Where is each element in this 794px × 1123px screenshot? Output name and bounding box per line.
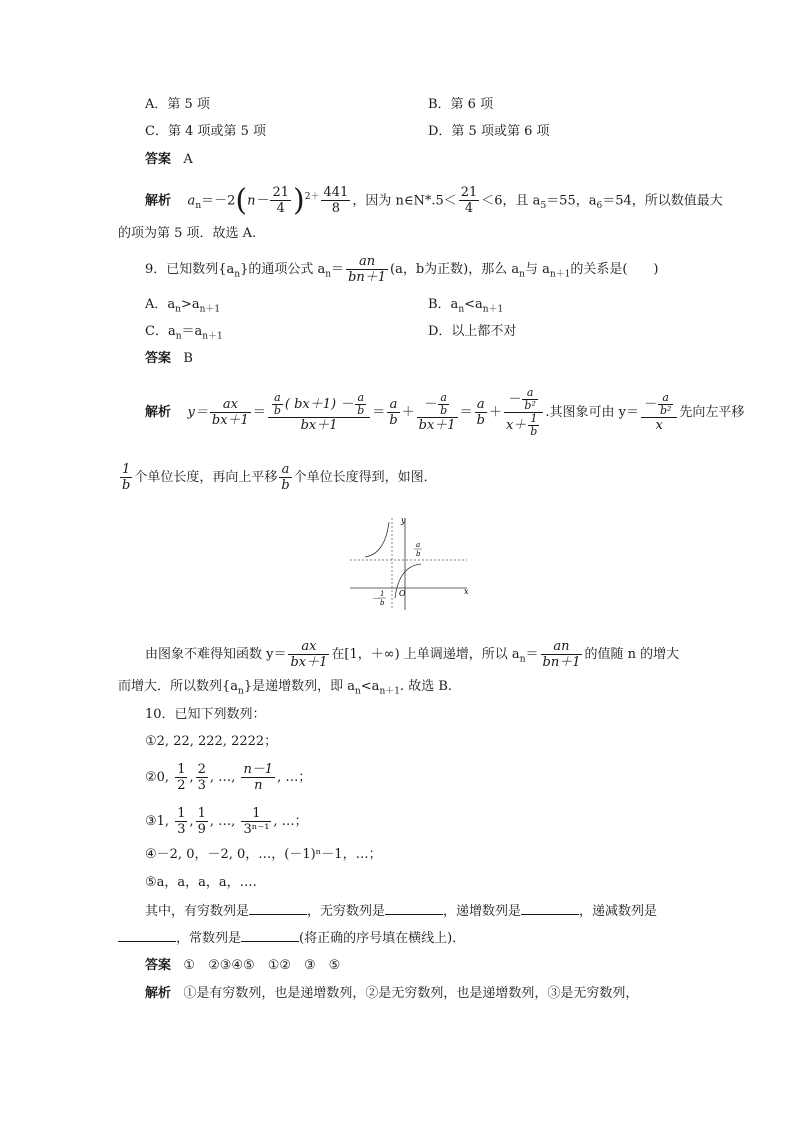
fraction: $\frac{1}{b}$	[122, 462, 131, 493]
answer-label: 答案	[145, 152, 172, 167]
q10-answer	[145, 957, 340, 975]
q10-fill-line1: 其中，有穷数列是 ，无穷数列是 ，递增数列是 ，递减数列是	[145, 904, 658, 919]
q8-analysis: 解析 $a_n=-2(n-$ $\frac{21}{4}$ )$^{2+}$ $\frac{441}{8}$ ，因为 n∈N*.5＜ $\frac{21}{4}$ ＜6，且 $a_5=55$，$a_6=54$，所以数值最大	[145, 182, 723, 218]
math-text: 2＋	[304, 192, 320, 202]
answer-label: 答案	[145, 958, 172, 973]
q9-option-a: A．$a_n>a_{n+1}$	[145, 297, 221, 315]
q8-option-c: C．第 4 项或第 5 项	[145, 124, 267, 139]
fraction: $\frac{a}{b}$	[389, 397, 398, 428]
q10-item-5: ⑤a，a，a，a，….	[145, 875, 257, 890]
q9-stem: 9．已知数列$\{a_n\}$的通项公式 $a_n=$ $\frac{an}{bn+1}$ (a，b为正数)，那么 $a_n$与 $a_{n+1}$的关系是( )	[145, 254, 659, 285]
analysis-text: ①是有穷数列，也是递增数列，②是无穷数列，也是递增数列，③是无穷数列，	[183, 986, 639, 1001]
answer-blank	[521, 902, 579, 915]
math-text: ＝－2	[201, 193, 236, 209]
math-text: n－	[247, 193, 269, 209]
a-over-b-den: b	[416, 550, 421, 558]
fraction: $\frac{21}{4}$	[272, 185, 290, 217]
q10-item-2: ②0, $\frac{1}{2}$ , $\frac{2}{3}$ , …, $\frac{n-1}{n}$ , …；	[145, 762, 312, 793]
fraction: $\frac{1}{\text{3ⁿ⁻¹}}$	[243, 806, 270, 837]
answer-blank	[118, 929, 176, 942]
q9-analysis-line2: $\frac{1}{b}$ 个单位长度，再向上平移 $\frac{a}{b}$ 个单位长度得到，如图．	[122, 462, 437, 493]
y-axis-label: y	[401, 516, 406, 525]
fraction: $\frac{an}{bn+1}$	[542, 639, 581, 670]
neg-one-over-b-den: b	[380, 599, 385, 607]
answer-value: B	[183, 351, 193, 366]
q9-conclusion: 由图象不难得知函数 y＝ $\frac{ax}{bx+1}$ 在[1，＋∞) 上单调递增，所以 $a_n=$ $\frac{an}{bn+1}$ 的值随 n 的增大	[145, 639, 680, 670]
q8-analysis-line2: 的项为第 5 项．故选 A.	[118, 226, 257, 241]
q10-stem: 10．已知下列数列：	[145, 707, 266, 722]
q9-analysis: 解析 y＝ $\frac{ax}{bx+1}$ ＝ $\frac{a}{b}$ ( bx＋1) － $\frac{a}{b}$ bx＋1 ＝ $\frac{a}{b}$ ＋ － $\frac{a}{b}$ bx＋1 ＝ $\frac{a}{b}$ ＋ － $\frac{a}{\text{b²}}$ x＋ $\frac{1}{b}$ .其图象可由 y＝ － $\frac{a}{\text{b²}}$ x 先向左平移	[145, 386, 745, 438]
analysis-label: 解析	[145, 986, 172, 1001]
analysis-label: 解析	[145, 405, 172, 420]
q8-option-d: D．第 5 项或第 6 项	[428, 124, 550, 139]
paren-open: (	[235, 182, 248, 218]
fraction: $\frac{ax}{bx+1}$	[211, 397, 249, 428]
q9-answer	[145, 350, 193, 368]
fraction: $\frac{a}{b}$ ( bx＋1) － $\frac{a}{b}$ bx＋1	[268, 392, 370, 433]
q8-option-a: A．第 5 项	[145, 97, 210, 112]
neg-one-over-b-sign: －	[372, 595, 379, 603]
hyperbola-figure	[345, 510, 475, 615]
math-text: a	[187, 193, 196, 209]
answer-blank	[385, 902, 443, 915]
fraction: － $\frac{a}{\text{b²}}$ x	[641, 392, 677, 433]
fraction: $\frac{an}{bn+1}$	[348, 254, 387, 285]
fraction: $\frac{441}{8}$	[323, 185, 349, 217]
fraction: $\frac{1}{3}$	[177, 806, 186, 837]
a-over-b-num: a	[416, 541, 421, 549]
neg-one-over-b-num: 1	[380, 590, 385, 598]
q9-option-b: B．$a_n<a_{n+1}$	[428, 297, 504, 315]
q8-answer	[145, 151, 193, 169]
paren-close: )	[293, 182, 305, 218]
fraction: － $\frac{a}{b}$ bx＋1	[418, 391, 456, 433]
fraction: $\frac{21}{4}$	[460, 185, 478, 217]
q10-item-3: ③1, $\frac{1}{3}$ , $\frac{1}{9}$ , …, $\frac{1}{\text{3ⁿ⁻¹}}$ , …；	[145, 806, 308, 837]
fraction: $\frac{2}{3}$	[197, 762, 206, 793]
q9-conclusion-line2: 而增大．所以数列$\{a_n\}$是递增数列，即 $a_n<a_{n+1}$. 故选 B.	[118, 679, 453, 697]
fraction: $\frac{1}{2}$	[177, 762, 186, 793]
q9-option-c: C．$a_n=a_{n+1}$	[145, 324, 223, 342]
answer-blank	[249, 902, 307, 915]
fraction: － $\frac{a}{\text{b²}}$ x＋ $\frac{1}{b}$	[504, 387, 543, 438]
fraction: $\frac{a}{b}$	[476, 397, 485, 428]
analysis-label: 解析	[145, 193, 172, 209]
math-text: ＝55，a	[546, 193, 597, 209]
origin-label: O	[399, 589, 406, 598]
math-text: ＝54，所以数值最大	[602, 193, 723, 209]
math-text: ，因为 n∈N*.5＜	[352, 193, 457, 209]
answer-value: A	[183, 152, 193, 167]
q10-analysis	[145, 985, 638, 1003]
answer-label: 答案	[145, 351, 172, 366]
fraction: $\frac{a}{b}$	[281, 462, 290, 493]
q8-option-b: B．第 6 项	[428, 97, 494, 112]
q10-fill-line2: ，常数列是 (将正确的序号填在横线上)．	[118, 929, 465, 948]
answer-blank	[241, 929, 299, 942]
math-sub: n	[195, 200, 202, 211]
q10-item-4: ④－2, 0，－2, 0，…，(－1)ⁿ－1，…；	[145, 847, 382, 862]
x-axis-label: x	[464, 587, 469, 596]
fraction: $\frac{n-1}{n}$	[243, 762, 274, 793]
q10-item-1: ①2, 22, 222, 2222；	[145, 734, 278, 749]
q9-option-d: D．以上都不对	[428, 324, 517, 339]
answer-value: ① ②③④⑤ ①② ③ ⑤	[183, 958, 341, 973]
fraction: $\frac{ax}{bx+1}$	[290, 639, 328, 670]
fraction: $\frac{1}{9}$	[197, 806, 206, 837]
math-text: ＜6，且 a	[481, 193, 541, 209]
hyperbola-left-branch	[365, 522, 389, 557]
